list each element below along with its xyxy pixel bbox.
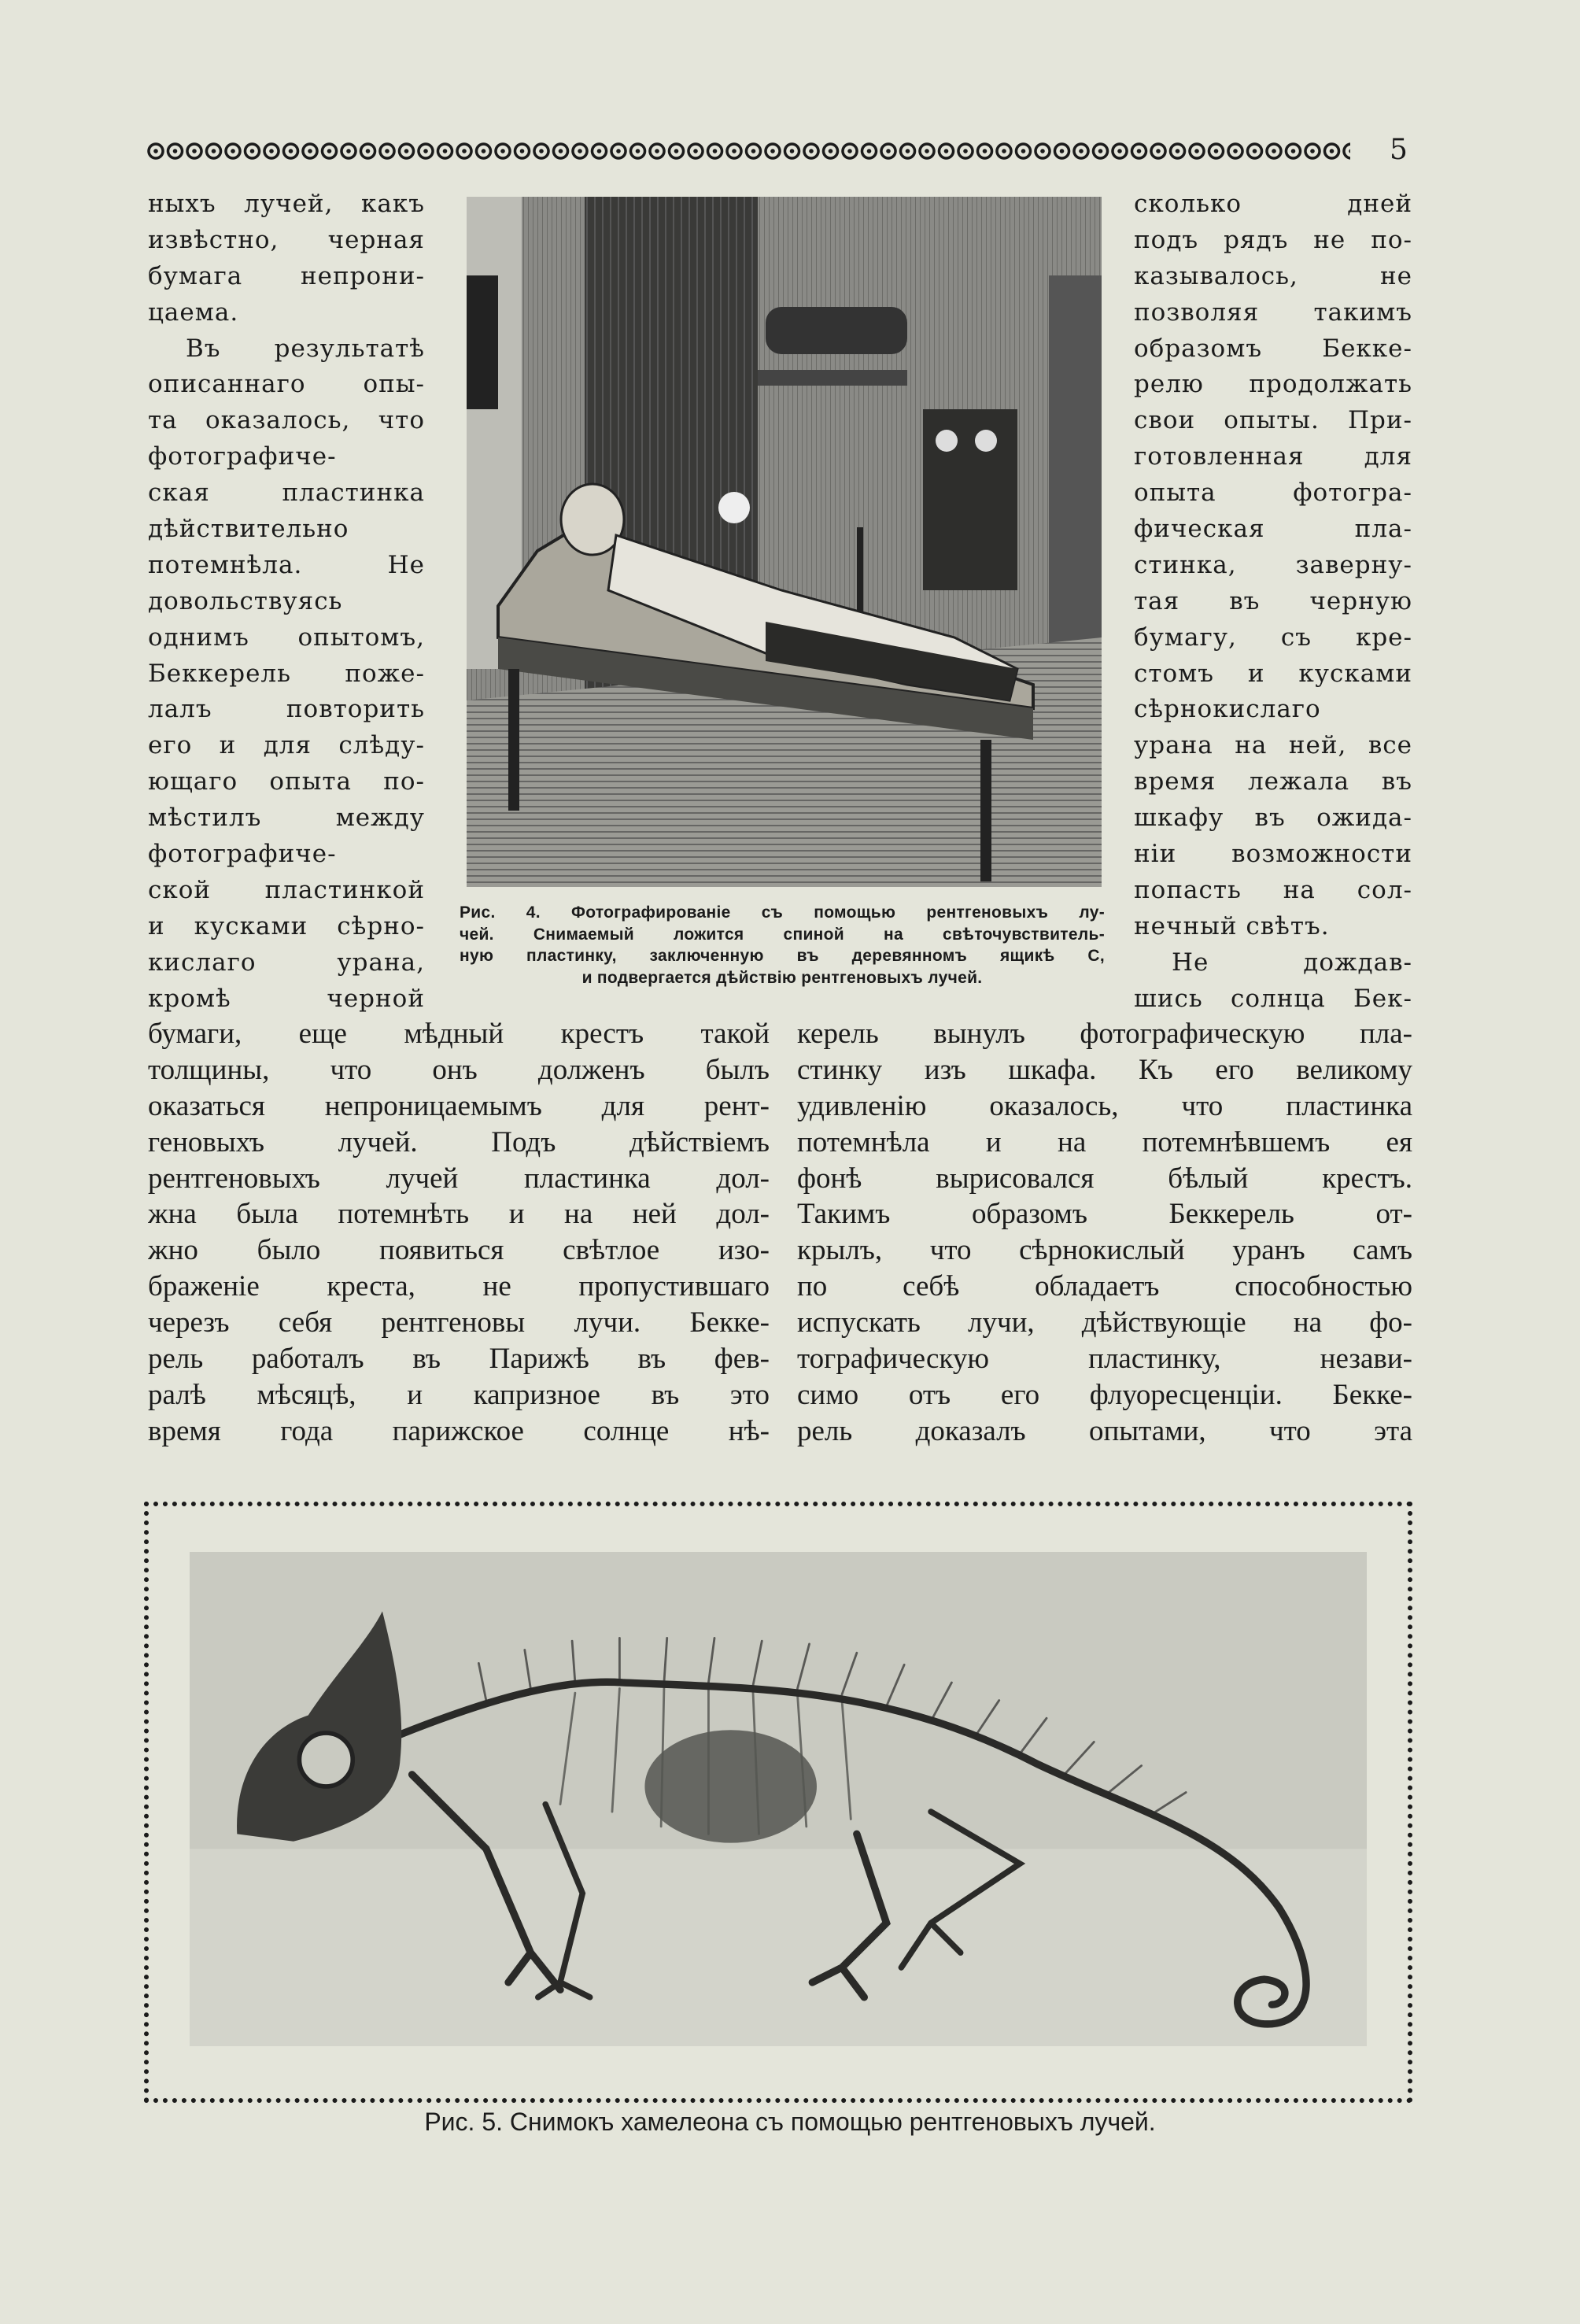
text-line: ющаго опыта по- — [148, 767, 425, 796]
picture-frame — [467, 275, 498, 409]
text-line: бумага непрони- — [148, 261, 425, 290]
text-line: нечный свѣтъ. — [1134, 911, 1330, 940]
text-line: мѣстилъ между — [148, 804, 425, 833]
text-line: опыта фотогра- — [1134, 478, 1412, 508]
text-line: бумаги, еще мѣдный крестъ такой — [148, 1018, 770, 1050]
shelf — [758, 370, 907, 386]
figure-4-xray-photography-illustration — [467, 197, 1102, 887]
text-line: извѣстно, черная — [148, 225, 425, 254]
text-line: довольствуясь — [148, 586, 343, 615]
text-line: жно было появиться свѣтлое изо- — [148, 1234, 770, 1267]
text-line: шкафу въ ожида- — [1134, 804, 1412, 833]
text-line: тографическую пластинку, незави- — [797, 1343, 1412, 1376]
text-line: керель вынулъ фотографическую пла- — [797, 1018, 1412, 1050]
text-line: оказаться непроницаемымъ для рент- — [148, 1089, 770, 1122]
text-line: удивленiю оказалось, что пластинка — [797, 1089, 1412, 1122]
right-column-text — [1134, 190, 1412, 1020]
text-line: его и для слѣду- — [148, 731, 425, 760]
text-line: рель доказалъ опытами, что эта — [797, 1414, 1412, 1447]
text-line: потемнѣла и на потемнѣвшемъ ея — [797, 1125, 1412, 1158]
text-line: нiи возможности — [1134, 840, 1412, 869]
text-line: стомъ и кусками — [1134, 659, 1412, 688]
text-line: казывалось, не — [1134, 261, 1412, 290]
text-line: кромѣ черной — [148, 984, 425, 1013]
text-line: та оказалось, что — [148, 406, 425, 435]
figure-4-caption — [460, 903, 1105, 990]
text-line: рель работалъ въ Парижѣ въ фев- — [148, 1343, 770, 1376]
text-line: Рис. 4. Фотографированiе съ помощью рентгеновыхъ лу- — [460, 903, 1105, 922]
header-ornament-border — [146, 142, 1350, 161]
text-line: фотографиче- — [148, 442, 337, 471]
text-line: позволяя такимъ — [1134, 297, 1412, 327]
text-line: толщины, что онъ долженъ былъ — [148, 1053, 770, 1086]
text-line: время лежала въ — [1134, 767, 1412, 796]
text-line: кислаго урана, — [148, 948, 425, 977]
text-line: урана на ней, все — [1134, 731, 1412, 760]
text-line: цаема. — [148, 297, 239, 327]
text-line: фонѣ вырисовался бѣлый крестъ. — [797, 1162, 1412, 1195]
text-line: черезъ себя рентгеновы лучи. Бекке- — [148, 1306, 770, 1339]
text-line: фическая пла- — [1134, 515, 1412, 544]
text-line: бумагу, съ кре- — [1134, 623, 1412, 652]
text-line: Такимъ образомъ Беккерель от- — [797, 1198, 1412, 1231]
text-line: ралѣ мѣсяцѣ, и капризное въ это — [148, 1378, 770, 1411]
left-column-text — [148, 190, 425, 1020]
text-line: ская пластинка — [148, 478, 425, 508]
figure-5-chameleon-xray-image — [190, 1552, 1367, 2046]
text-line: описаннаго опы- — [148, 370, 425, 399]
text-line: жна была потемнѣть и на ней дол- — [148, 1198, 770, 1231]
text-line: и подвергается дѣйствiю рентгеновыхъ лучей. — [581, 968, 983, 987]
bottom-left-column-text — [148, 1017, 770, 1450]
text-line: ныхъ лучей, какъ — [148, 190, 425, 218]
text-line: свои опыты. При- — [1134, 406, 1412, 435]
text-line: Не дождав- — [1172, 948, 1412, 977]
text-line: время года парижское солнце нѣ- — [148, 1414, 770, 1447]
text-line: геновыхъ лучей. Подъ дѣйствiемъ — [148, 1125, 770, 1158]
text-line: потемнѣла. Не — [148, 550, 425, 579]
text-line: стинка, заверну- — [1134, 550, 1412, 579]
text-line: Въ результатѣ — [186, 334, 425, 363]
text-line: готовленная для — [1134, 442, 1412, 471]
xray-tube — [766, 307, 907, 354]
text-line: лалъ повторить — [148, 695, 425, 724]
text-line: испускать лучи, дѣйствующiе на фо- — [797, 1306, 1412, 1339]
text-line: ную пластинку, заключенную въ деревянномъ ящикѣ C, — [460, 947, 1105, 966]
eye-socket — [299, 1733, 353, 1786]
text-line: попасть на сол- — [1134, 875, 1412, 904]
text-line: чей. Снимаемый ложится спиной на свѣточувствитель- — [460, 925, 1105, 944]
figure-5-caption: Рис. 5. Снимокъ хамелеона съ помощью рентгеновыхъ лучей. — [424, 2108, 1156, 2136]
lamp — [718, 492, 750, 523]
text-line: браженiе креста, не пропустившаго — [148, 1270, 770, 1303]
text-line: ской пластинкой — [148, 875, 425, 904]
text-line: релю продолжать — [1134, 370, 1412, 399]
text-line: дѣйствительно — [148, 515, 349, 544]
text-line: сѣрнокислаго — [1134, 695, 1321, 724]
bottom-right-column-text — [797, 1017, 1412, 1450]
text-line: стинку изъ шкафа. Къ его великому — [797, 1053, 1412, 1086]
text-line: Беккерель поже- — [148, 659, 425, 688]
text-line: рентгеновыхъ лучей пластинка дол- — [148, 1162, 770, 1195]
text-line: образомъ Бекке- — [1134, 334, 1412, 363]
text-line: симо отъ его флуоресценцiи. Бекке- — [797, 1378, 1412, 1411]
text-line: шись солнца Бек- — [1134, 984, 1412, 1013]
text-line: фотографиче- — [148, 840, 337, 869]
text-line: подъ рядъ не по- — [1134, 225, 1412, 254]
text-line: и кусками сѣрно- — [148, 911, 425, 940]
text-line: по себѣ обладаетъ способностью — [797, 1270, 1412, 1303]
chameleon-body — [644, 1730, 817, 1842]
page-number: 5 — [1390, 134, 1408, 166]
text-line: крылъ, что сѣрнокислый уранъ самъ — [797, 1234, 1412, 1267]
text-line: тая въ черную — [1134, 586, 1412, 615]
text-line: сколько дней — [1134, 190, 1412, 218]
text-line: однимъ опытомъ, — [148, 623, 425, 652]
